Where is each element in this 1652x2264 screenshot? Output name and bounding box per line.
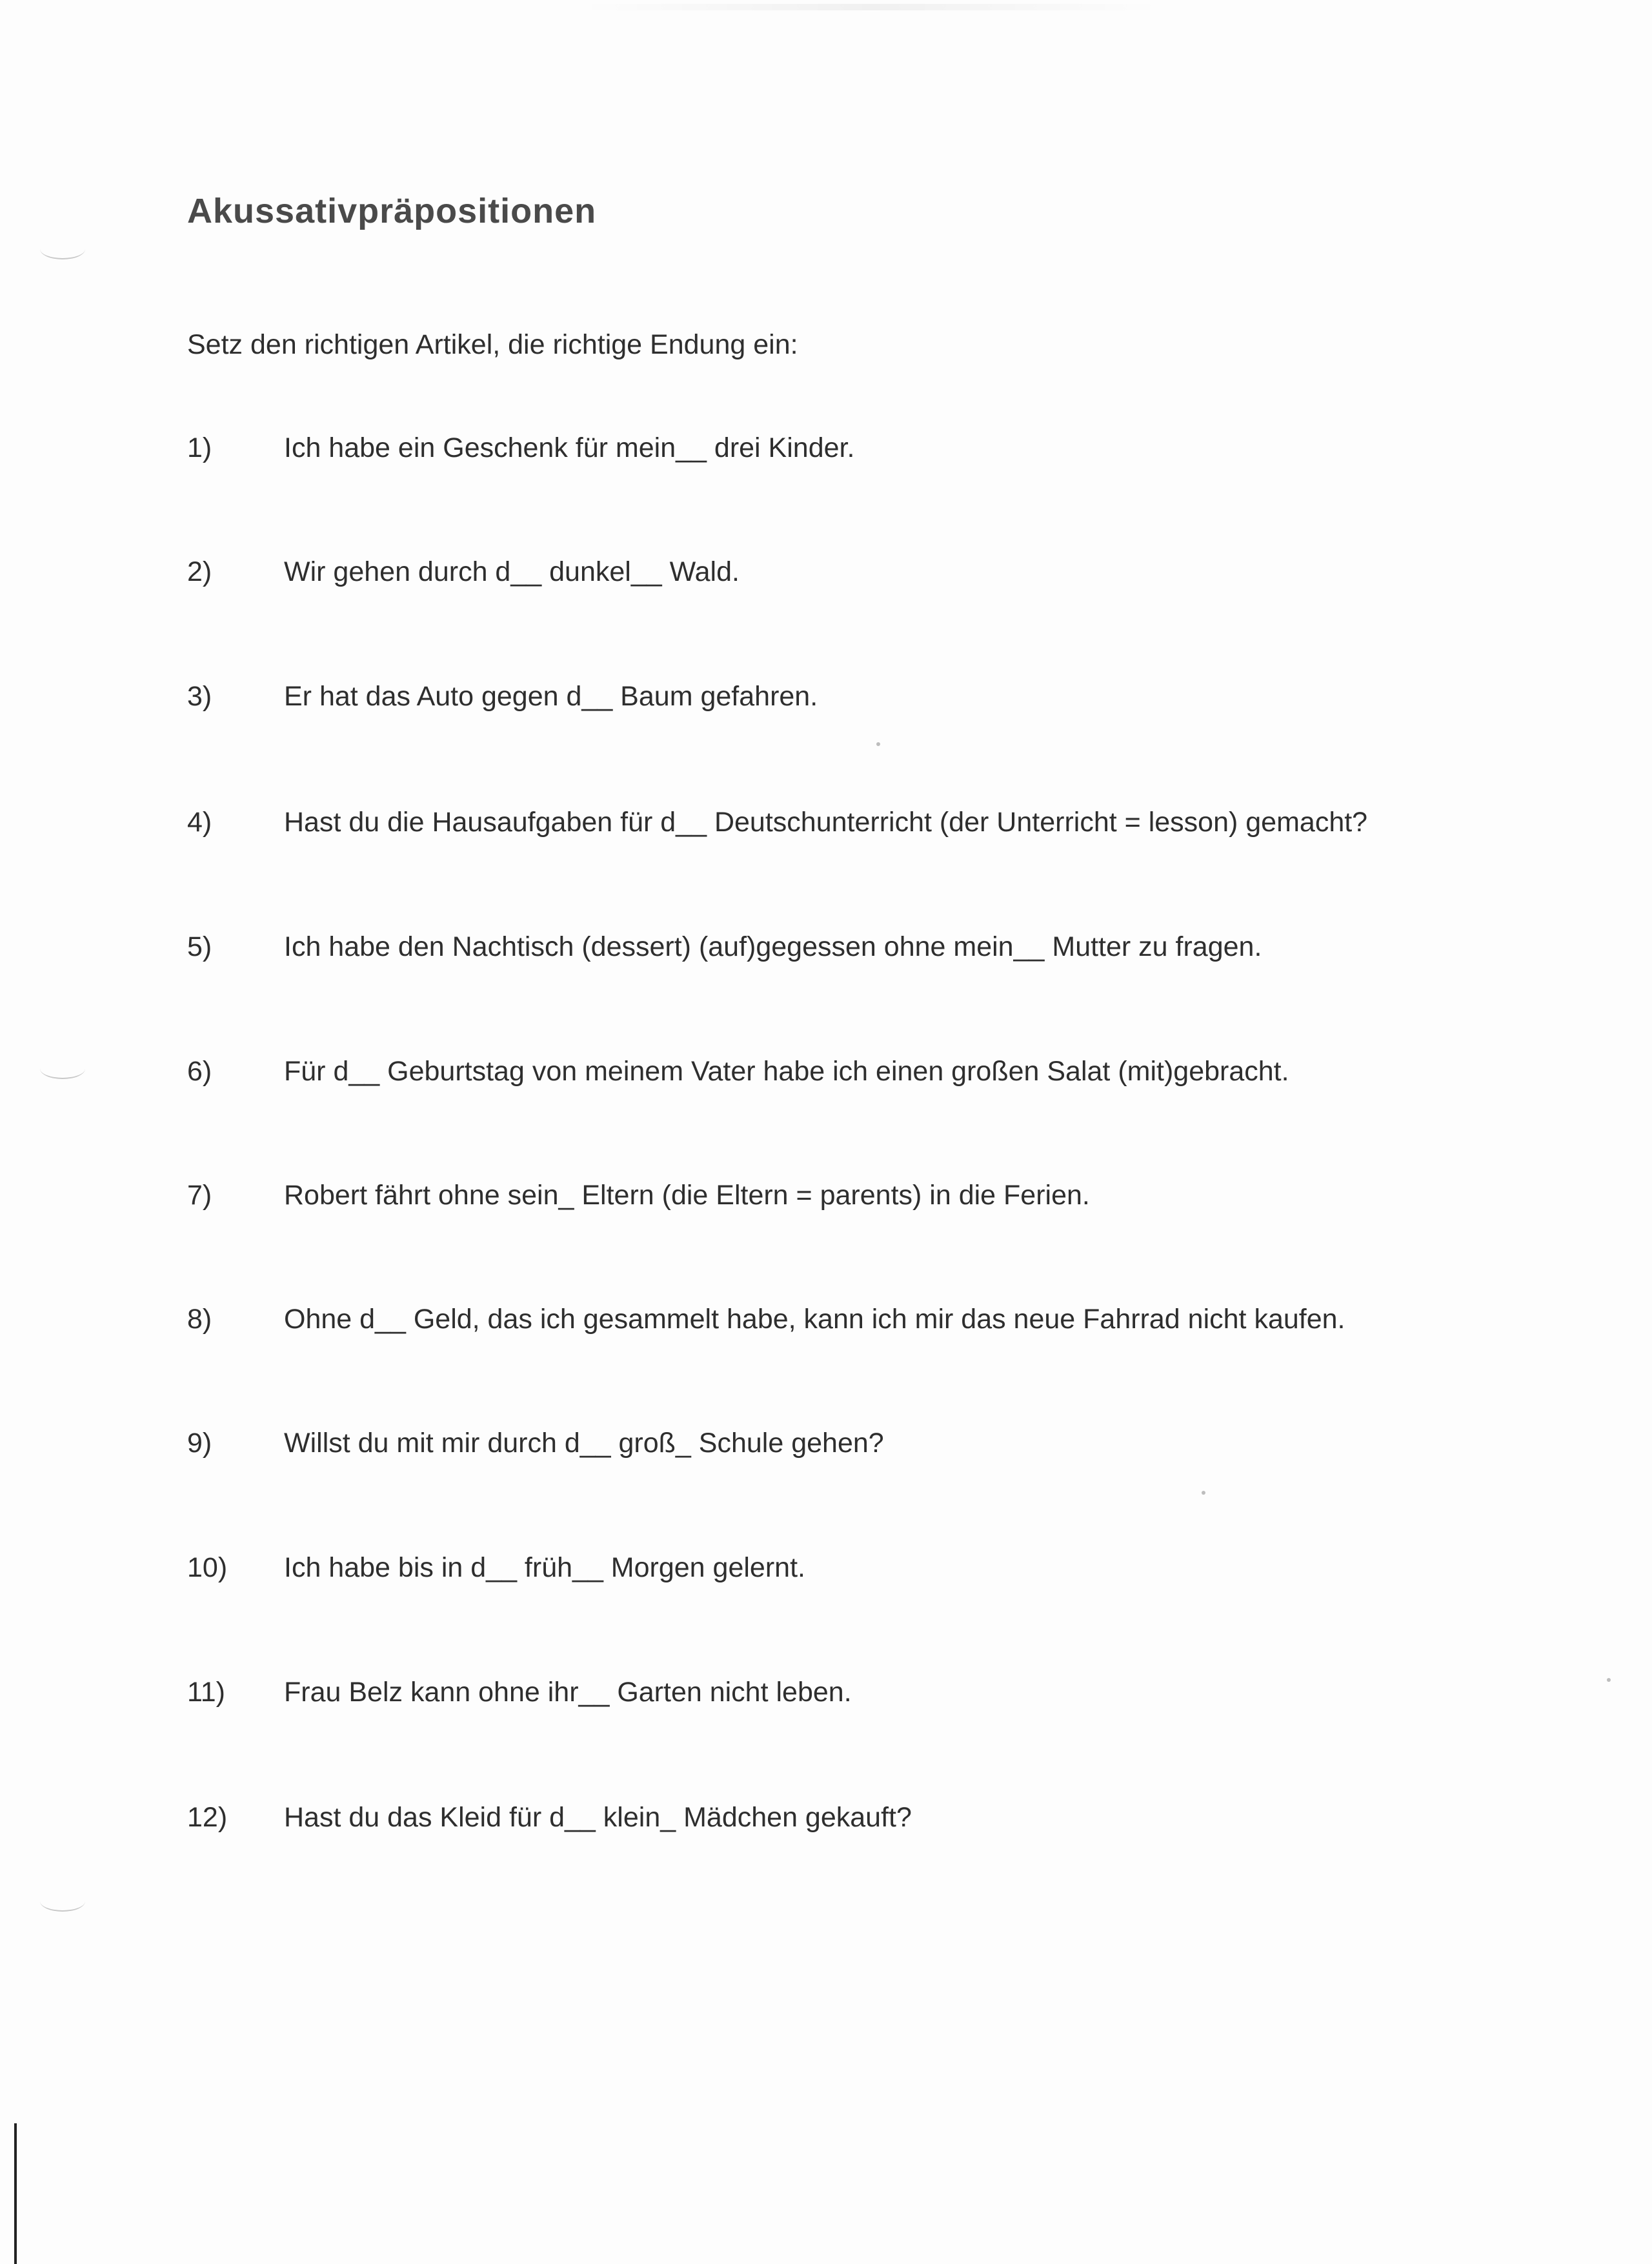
exercise-sentence: Hast du die Hausaufgaben für d__ Deutschunterricht (der Unterricht = lesson) gemacht? [284, 807, 1368, 838]
exercise-sentence: Er hat das Auto gegen d__ Baum gefahren. [284, 681, 818, 712]
punch-hole-mark-middle [40, 1058, 85, 1079]
exercise-number: 2) [187, 556, 212, 587]
exercise-sentence: Ich habe bis in d__ früh__ Morgen gelernt. [284, 1552, 805, 1583]
scan-speck [876, 742, 880, 746]
exercise-sentence: Ohne d__ Geld, das ich gesammelt habe, kann ich mir das neue Fahrrad nicht kaufen. [284, 1304, 1345, 1335]
exercise-sentence: Wir gehen durch d__ dunkel__ Wald. [284, 556, 740, 587]
worksheet-instruction: Setz den richtigen Artikel, die richtige Endung ein: [187, 329, 798, 360]
worksheet-title: Akussativpräpositionen [187, 192, 597, 230]
scan-smudge [581, 4, 1162, 10]
exercise-sentence: Für d__ Geburtstag von meinem Vater habe ich einen großen Salat (mit)gebracht. [284, 1056, 1289, 1087]
exercise-sentence: Ich habe ein Geschenk für mein__ drei Kinder. [284, 432, 855, 463]
exercise-number: 10) [187, 1552, 228, 1583]
exercise-sentence: Hast du das Kleid für d__ klein_ Mädchen gekauft? [284, 1802, 912, 1833]
exercise-number: 12) [187, 1802, 228, 1833]
exercise-number: 6) [187, 1056, 212, 1087]
exercise-number: 9) [187, 1428, 212, 1459]
exercise-number: 1) [187, 432, 212, 463]
exercise-number: 4) [187, 807, 212, 838]
exercise-number: 5) [187, 931, 212, 962]
scan-edge-line [14, 2123, 17, 2264]
exercise-sentence: Robert fährt ohne sein_ Eltern (die Eltern = parents) in die Ferien. [284, 1180, 1090, 1211]
punch-hole-mark-top [40, 239, 85, 259]
scan-speck [1607, 1678, 1611, 1682]
exercise-sentence: Willst du mit mir durch d__ groß_ Schule gehen? [284, 1428, 884, 1459]
exercise-sentence: Frau Belz kann ohne ihr__ Garten nicht leben. [284, 1677, 852, 1708]
exercise-number: 7) [187, 1180, 212, 1211]
punch-hole-mark-bottom [40, 1891, 85, 1912]
exercise-number: 11) [187, 1677, 225, 1708]
scan-speck [1202, 1491, 1205, 1495]
exercise-number: 8) [187, 1304, 212, 1335]
exercise-sentence: Ich habe den Nachtisch (dessert) (auf)gegessen ohne mein__ Mutter zu fragen. [284, 931, 1262, 962]
exercise-number: 3) [187, 681, 212, 712]
